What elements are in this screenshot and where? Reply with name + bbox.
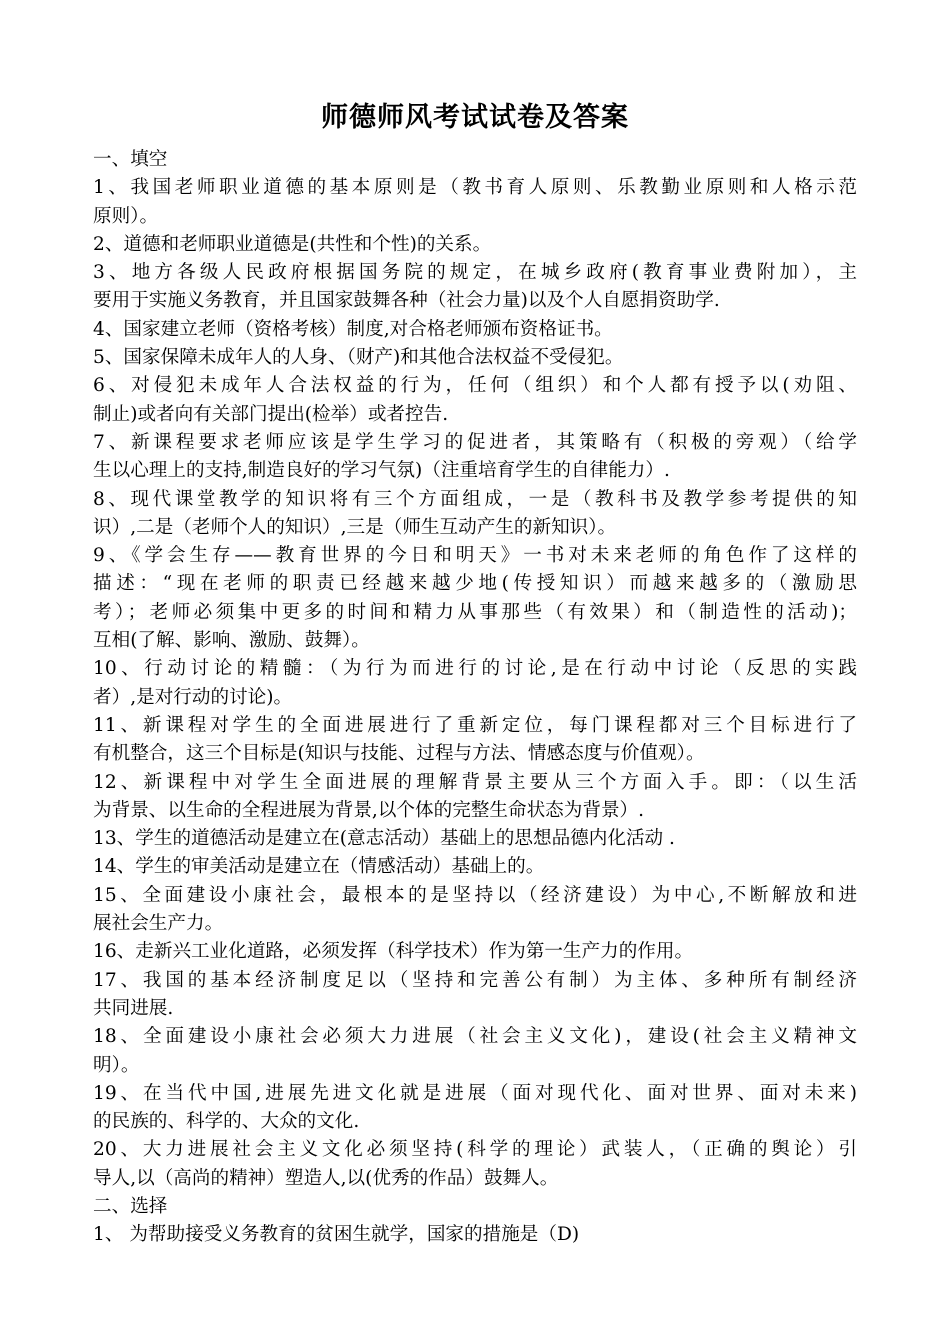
choice-questions xyxy=(93,1221,857,1249)
text-line: 14、学生的审美活动是建立在（情感活动）基础上的。 xyxy=(93,856,545,878)
text-line: 互相(了解、影响、激励、鼓舞）。 xyxy=(93,630,370,652)
section-heading-fill-in: 一、填空 xyxy=(93,149,168,170)
text-line: 19、在当代中国,进展先进文化就是进展（面对现代化、面对世界、面对未来) xyxy=(93,1082,857,1104)
text-line: 共同进展. xyxy=(93,997,174,1019)
text-line: 考）；老师必须集中更多的时间和精力从事那些（有效果）和（制造性的活动)； xyxy=(93,601,857,623)
text-line: 1、我国老师职业道德的基本原则是（教书育人原则、乐教勤业原则和人格示范 xyxy=(93,177,857,199)
text-line: 导人,以（高尚的精神）塑造人,以(优秀的作品）鼓舞人。 xyxy=(93,1167,559,1189)
text-line: 4、国家建立老师（资格考核）制度,对合格老师颁布资格证书。 xyxy=(93,318,613,340)
text-line: 16、走新兴工业化道路，必须发挥（科学技术）作为第一生产力的作用。 xyxy=(93,941,694,963)
text-line: 原则）。 xyxy=(93,205,159,227)
text-line: 13、学生的道德活动是建立在(意志活动）基础上的思想品德内化活动 . xyxy=(93,828,675,850)
text-line: 者）,是对行动的讨论)。 xyxy=(93,686,293,708)
text-line: 1、 为帮助接受义务教育的贫困生就学，国家的措施是（D) xyxy=(93,1224,580,1246)
text-line: 18、全面建设小康社会必须大力进展（社会主义文化)，建设(社会主义精神文 xyxy=(93,1026,857,1048)
text-line: 识）,二是（老师个人的知识）,三是（师生互动产生的新知识）。 xyxy=(93,516,617,538)
text-line: 生以心理上的支持,制造良好的学习气氛)（注重培育学生的自律能力）. xyxy=(93,460,670,482)
text-line: 11、新课程对学生的全面进展进行了重新定位，每门课程都对三个目标进行了 xyxy=(93,714,857,736)
text-line: 7、新课程要求老师应该是学生学习的促进者，其策略有（积极的旁观）（给学 xyxy=(93,431,857,453)
text-line: 17、我国的基本经济制度足以（坚持和完善公有制）为主体、多种所有制经济 xyxy=(93,969,857,991)
text-line: 有机整合，这三个目标是(知识与技能、过程与方法、情感态度与价值观）。 xyxy=(93,743,705,765)
fill-in-questions xyxy=(93,174,857,1193)
text-line: 明）。 xyxy=(93,1054,140,1076)
text-line: 6、对侵犯未成年人合法权益的行为，任何（组织）和个人都有授予以(劝阻、 xyxy=(93,375,857,397)
text-line: 15、全面建设小康社会，最根本的是坚持以（经济建设）为中心,不断解放和进 xyxy=(93,884,857,906)
text-line: 要用于实施义务教育，并且国家鼓舞各种（社会力量)以及个人自愿捐资助学. xyxy=(93,290,720,312)
text-line: 为背景、以生命的全程进展为背景,以个体的完整生命状态为背景）. xyxy=(93,799,645,821)
text-line: 9、《学会生存——教育世界的今日和明天》一书对未来老师的角色作了这样的 xyxy=(93,545,857,567)
text-line: 3、地方各级人民政府根据国务院的规定，在城乡政府(教育事业费附加），主 xyxy=(93,262,857,284)
section-heading-choice: 二、选择 xyxy=(93,1195,168,1217)
text-line: 10、行动讨论的精髓：（为行为而进行的讨论,是在行动中讨论（反思的实践 xyxy=(93,658,857,680)
document-title: 师德师风考试试卷及答案 xyxy=(321,102,629,133)
text-line: 的民族的、科学的、大众的文化. xyxy=(93,1111,360,1133)
text-line: 12、新课程中对学生全面进展的理解背景主要从三个方面入手。即：（以生活 xyxy=(93,771,857,793)
text-line: 展社会生产力。 xyxy=(93,913,224,935)
text-line: 制止)或者向有关部门提出(检举）或者控告. xyxy=(93,403,449,425)
document-body xyxy=(93,146,857,1250)
text-line: 5、国家保障未成年人的人身、（财产)和其他合法权益不受侵犯。 xyxy=(93,347,624,369)
text-line: 描述：“现在老师的职责已经越来越少地(传授知识）而越来越多的（激励思 xyxy=(93,573,857,595)
text-line: 2、道德和老师职业道德是(共性和个性)的关系。 xyxy=(93,233,492,255)
text-line: 20、大力进展社会主义文化必须坚持(科学的理论）武装人，（正确的舆论）引 xyxy=(93,1139,857,1161)
text-line: 8、现代课堂教学的知识将有三个方面组成，一是（教科书及教学参考提供的知 xyxy=(93,488,857,510)
